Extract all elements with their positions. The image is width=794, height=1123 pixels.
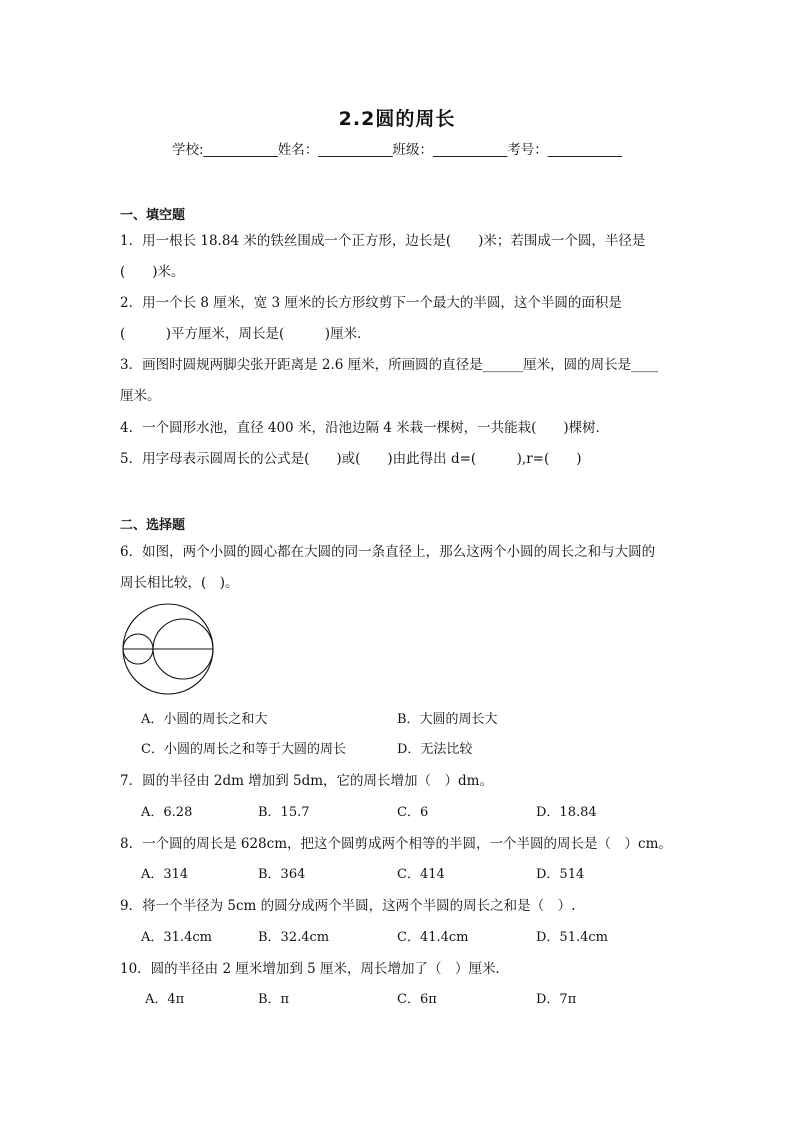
q6-option-a[interactable]: A．小圆的周长之和大 [141, 712, 268, 727]
q8-option-b[interactable]: B．364 [258, 867, 306, 882]
q6-option-d[interactable]: D．无法比较 [397, 742, 473, 757]
q6-option-b[interactable]: B．大圆的周长大 [397, 712, 498, 727]
question-6-line-1: 6．如图，两个小圆的圆心都在大圆的同一条直径上，那么这两个小圆的周长之和与大圆的 [120, 544, 656, 560]
q9-option-a[interactable]: A．31.4cm [141, 930, 212, 945]
q7-option-c[interactable]: C．6 [397, 805, 429, 820]
q9-option-c[interactable]: C．41.4cm [397, 930, 469, 945]
section-choice: 二、选择题 [120, 518, 186, 533]
q8-option-a[interactable]: A．314 [141, 867, 189, 882]
q10-option-d[interactable]: D．7π [536, 992, 577, 1007]
question-1-line-2: ( )米。 [120, 264, 185, 280]
section-fill-blank: 一、填空题 [120, 208, 186, 223]
question-4: 4．一个圆形水池，直径 400 米，沿池边隔 4 米栽一棵树，一共能栽( )棵树． [120, 420, 610, 436]
question-6-line-2: 周长相比较，( )。 [120, 575, 239, 591]
q10-option-b[interactable]: B．π [258, 992, 290, 1007]
question-5: 5．用字母表示圆周长的公式是( )或( )由此得出 d=( ),r=( ) [120, 451, 582, 467]
student-info-line: 学校:___________姓名：___________班级：___________考号：___________ [171, 142, 623, 158]
q10-option-a[interactable]: A．4π [145, 992, 185, 1007]
question-7: 7．圆的半径由 2dm 增加到 5dm，它的周长增加（ ）dm。 [120, 773, 493, 789]
q6-option-c[interactable]: C．小圆的周长之和等于大圆的周长 [141, 742, 346, 757]
q7-option-b[interactable]: B．15.7 [258, 805, 310, 820]
question-8: 8．一个圆的周长是 628cm，把这个圆剪成两个相等的半圆，一个半圆的周长是（ ）cm。 [120, 836, 672, 852]
question-9: 9．将一个半径为 5cm 的圆分成两个半圆，这两个半圆的周长之和是（ ）. [120, 898, 576, 914]
q8-option-c[interactable]: C．414 [397, 867, 445, 882]
q7-option-d[interactable]: D．18.84 [536, 805, 597, 820]
question-1-line-1: 1．用一根长 18.84 米的铁丝围成一个正方形，边长是( )米；若围成一个圆，半径是 [120, 233, 646, 249]
question-10: 10．圆的半径由 2 厘米增加到 5 厘米，周长增加了（ ）厘米． [120, 961, 510, 977]
page-title: 2.2圆的周长 [338, 108, 456, 130]
circles-figure [118, 602, 218, 698]
q9-option-b[interactable]: B．32.4cm [258, 930, 330, 945]
question-3-line-1: 3．画图时圆规两脚尖张开距离是 2.6 厘米，所画圆的直径是______厘米，圆的周长是____ [120, 357, 659, 373]
question-2-line-1: 2．用一个长 8 厘米，宽 3 厘米的长方形纹剪下一个最大的半圆，这个半圆的面积是 [120, 295, 622, 311]
q10-option-c[interactable]: C．6π [397, 992, 437, 1007]
question-3-line-2: 厘米。 [120, 388, 161, 404]
q9-option-d[interactable]: D．51.4cm [536, 930, 608, 945]
q7-option-a[interactable]: A．6.28 [141, 805, 193, 820]
question-2-line-2: ( )平方厘米，周长是( )厘米． [120, 326, 371, 342]
q8-option-d[interactable]: D．514 [536, 867, 585, 882]
